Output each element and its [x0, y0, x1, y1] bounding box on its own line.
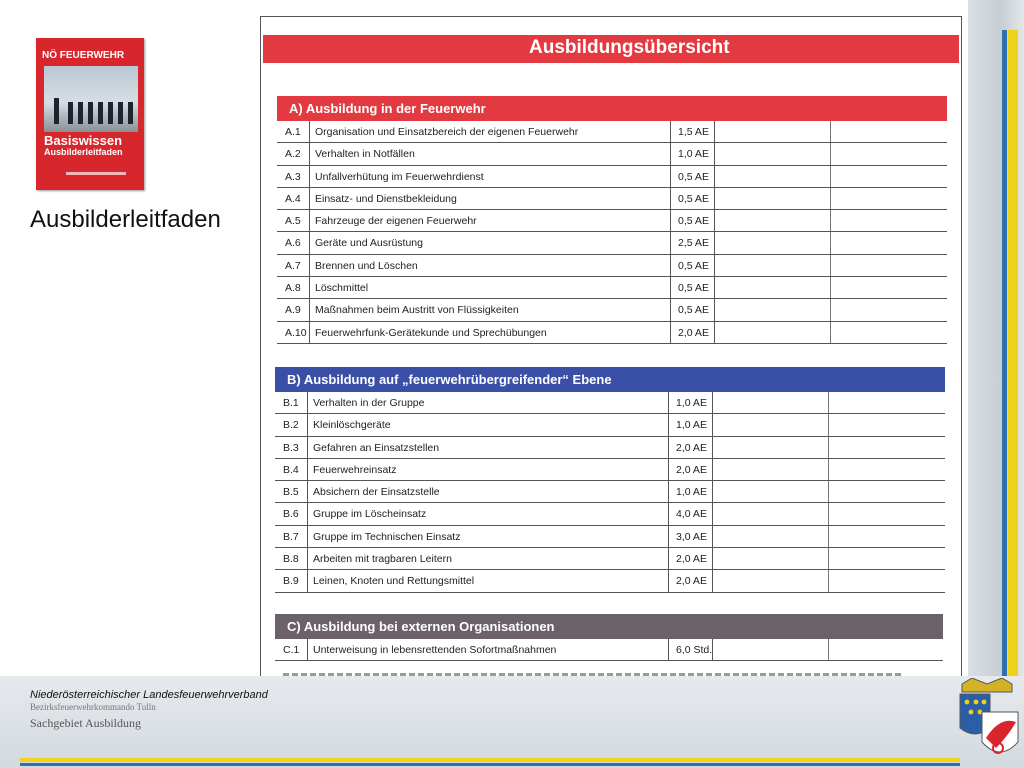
- document-title: Ausbildungsübersicht: [529, 37, 730, 58]
- row-units: 0,5 AE: [678, 192, 709, 205]
- row-units: 3,0 AE: [676, 530, 707, 543]
- table-row: [275, 570, 945, 592]
- row-units: 2,5 AE: [678, 237, 709, 250]
- row-id: A.5: [285, 215, 301, 228]
- column-divider: [670, 255, 671, 276]
- table-row: [275, 437, 945, 459]
- section-a-heading: A) Ausbildung in der Feuerwehr: [277, 96, 947, 121]
- table-row: [277, 277, 947, 299]
- row-units: 0,5 AE: [678, 215, 709, 228]
- column-divider: [668, 570, 669, 591]
- row-units: 0,5 AE: [678, 282, 709, 295]
- column-divider: [714, 143, 715, 164]
- column-divider: [712, 639, 713, 660]
- row-id: A.9: [285, 304, 301, 317]
- column-divider: [712, 570, 713, 591]
- column-divider: [712, 459, 713, 480]
- column-divider: [712, 481, 713, 502]
- column-divider: [670, 143, 671, 164]
- row-id: A.10: [285, 326, 307, 339]
- column-divider: [309, 143, 310, 164]
- column-divider: [830, 232, 831, 253]
- row-topic: Verhalten in Notfällen: [315, 148, 415, 161]
- row-topic: Gruppe im Löscheinsatz: [313, 508, 427, 521]
- table-row: [277, 232, 947, 254]
- column-divider: [712, 437, 713, 458]
- column-divider: [309, 210, 310, 231]
- row-id: A.2: [285, 148, 301, 161]
- row-topic: Brennen und Löschen: [315, 259, 418, 272]
- table-row: [277, 121, 947, 143]
- column-divider: [309, 299, 310, 320]
- footer-command: Bezirksfeuerwehrkommando Tulln: [30, 702, 156, 712]
- row-units: 6,0 Std.: [676, 644, 713, 656]
- column-divider: [830, 277, 831, 298]
- column-divider: [307, 414, 308, 435]
- row-id: A.1: [285, 126, 301, 138]
- column-divider: [714, 255, 715, 276]
- row-units: 1,0 AE: [678, 148, 709, 161]
- column-divider: [668, 526, 669, 547]
- right-stripe-blue: [1002, 30, 1007, 730]
- column-divider: [830, 299, 831, 320]
- row-units: 0,5 AE: [678, 304, 709, 317]
- column-divider: [307, 392, 308, 413]
- row-id: B.1: [283, 397, 299, 409]
- column-divider: [670, 232, 671, 253]
- column-divider: [830, 255, 831, 276]
- column-divider: [309, 121, 310, 142]
- row-topic: Fahrzeuge der eigenen Feuerwehr: [315, 215, 477, 228]
- row-topic: Maßnahmen beim Austritt von Flüssigkeiten: [315, 304, 519, 317]
- row-units: 0,5 AE: [678, 170, 709, 183]
- training-overview-document: [260, 16, 962, 678]
- column-divider: [307, 437, 308, 458]
- row-units: 2,0 AE: [676, 463, 707, 476]
- section-b-heading: B) Ausbildung auf „feuerwehrübergreifender“ Ebene: [275, 367, 945, 392]
- table-row: [275, 392, 945, 414]
- row-units: 1,5 AE: [678, 126, 709, 138]
- footer-area: Sachgebiet Ausbildung: [30, 716, 141, 730]
- row-id: A.8: [285, 282, 301, 295]
- column-divider: [309, 232, 310, 253]
- column-divider: [668, 481, 669, 502]
- table-row: [277, 166, 947, 188]
- column-divider: [668, 503, 669, 524]
- section-c-heading: C) Ausbildung bei externen Organisationen: [275, 614, 943, 639]
- row-id: B.8: [283, 553, 299, 566]
- column-divider: [714, 121, 715, 142]
- row-id: B.2: [283, 419, 299, 432]
- slide-caption: Ausbilderleitfaden: [30, 206, 221, 233]
- section-a-table: [277, 121, 947, 344]
- column-divider: [828, 639, 829, 660]
- column-divider: [830, 121, 831, 142]
- column-divider: [307, 481, 308, 502]
- column-divider: [712, 548, 713, 569]
- column-divider: [670, 166, 671, 187]
- cover-subtitle: Ausbilderleitfaden: [44, 147, 123, 157]
- column-divider: [828, 526, 829, 547]
- column-divider: [714, 277, 715, 298]
- column-divider: [828, 481, 829, 502]
- column-divider: [668, 437, 669, 458]
- row-topic: Kleinlöschgeräte: [313, 419, 391, 432]
- row-id: A.7: [285, 259, 301, 272]
- table-row: [277, 188, 947, 210]
- column-divider: [828, 437, 829, 458]
- table-row: [275, 481, 945, 503]
- row-topic: Feuerwehrfunk-Gerätekunde und Sprechübungen: [315, 326, 547, 339]
- cover-headline: Basiswissen: [44, 133, 123, 148]
- section-b-table: [275, 392, 945, 593]
- row-id: C.1: [283, 644, 300, 656]
- row-topic: Gefahren an Einsatzstellen: [313, 441, 440, 454]
- column-divider: [830, 322, 831, 343]
- footer-organization: Niederösterreichischer Landesfeuerwehrverband: [30, 689, 268, 701]
- column-divider: [307, 548, 308, 569]
- row-id: A.4: [285, 192, 301, 205]
- row-topic: Löschmittel: [315, 282, 369, 295]
- table-row: [277, 210, 947, 232]
- column-divider: [714, 166, 715, 187]
- column-divider: [670, 322, 671, 343]
- column-divider: [714, 232, 715, 253]
- row-topic: Gruppe im Technischen Einsatz: [313, 530, 461, 543]
- row-topic: Absichern der Einsatzstelle: [313, 486, 440, 499]
- column-divider: [307, 570, 308, 591]
- column-divider: [828, 548, 829, 569]
- row-topic: Organisation und Einsatzbereich der eigenen Feuerwehr: [315, 126, 579, 138]
- column-divider: [307, 526, 308, 547]
- column-divider: [712, 503, 713, 524]
- cover-decoration: [66, 172, 126, 175]
- table-row: [277, 299, 947, 321]
- column-divider: [309, 255, 310, 276]
- row-id: B.4: [283, 463, 299, 476]
- column-divider: [668, 548, 669, 569]
- column-divider: [714, 210, 715, 231]
- column-divider: [830, 188, 831, 209]
- row-topic: Unterweisung in lebensrettenden Sofortmaßnahmen: [313, 644, 557, 656]
- section-c-table: [275, 639, 943, 661]
- row-units: 1,0 AE: [676, 397, 707, 409]
- table-row: [277, 322, 947, 344]
- column-divider: [712, 526, 713, 547]
- column-divider: [670, 210, 671, 231]
- row-id: B.9: [283, 575, 299, 588]
- row-units: 2,0 AE: [676, 441, 707, 454]
- column-divider: [668, 392, 669, 413]
- column-divider: [714, 299, 715, 320]
- row-topic: Unfallverhütung im Feuerwehrdienst: [315, 170, 484, 183]
- row-id: B.5: [283, 486, 299, 499]
- table-row: [277, 143, 947, 165]
- row-units: 2,0 AE: [676, 553, 707, 566]
- row-units: 2,0 AE: [678, 326, 709, 339]
- column-divider: [307, 459, 308, 480]
- row-topic: Arbeiten mit tragbaren Leitern: [313, 553, 452, 566]
- table-row: [275, 526, 945, 548]
- row-units: 2,0 AE: [676, 575, 707, 588]
- column-divider: [828, 392, 829, 413]
- row-topic: Leinen, Knoten und Rettungsmittel: [313, 575, 475, 588]
- column-divider: [668, 639, 669, 660]
- column-divider: [668, 414, 669, 435]
- row-units: 4,0 AE: [676, 508, 707, 521]
- column-divider: [714, 322, 715, 343]
- book-cover-image: [36, 38, 144, 190]
- row-units: 1,0 AE: [676, 419, 707, 432]
- row-id: B.3: [283, 441, 299, 454]
- row-topic: Verhalten in der Gruppe: [313, 397, 425, 409]
- table-row: [275, 414, 945, 436]
- footer-stripe-yellow: [20, 758, 960, 762]
- row-id: B.7: [283, 530, 299, 543]
- column-divider: [830, 166, 831, 187]
- column-divider: [712, 414, 713, 435]
- column-divider: [830, 143, 831, 164]
- column-divider: [670, 277, 671, 298]
- column-divider: [828, 414, 829, 435]
- row-units: 0,5 AE: [678, 259, 709, 272]
- right-stripe-yellow: [1008, 30, 1018, 730]
- row-id: A.6: [285, 237, 301, 250]
- column-divider: [309, 277, 310, 298]
- table-row: [275, 639, 943, 661]
- column-divider: [714, 188, 715, 209]
- column-divider: [712, 392, 713, 413]
- cover-photo: [44, 66, 138, 132]
- column-divider: [670, 299, 671, 320]
- row-id: A.3: [285, 170, 301, 183]
- column-divider: [670, 188, 671, 209]
- cover-title: NÖ FEUERWEHR: [42, 50, 125, 61]
- column-divider: [828, 503, 829, 524]
- table-row: [277, 255, 947, 277]
- column-divider: [309, 166, 310, 187]
- table-row: [275, 548, 945, 570]
- column-divider: [828, 570, 829, 591]
- column-divider: [309, 188, 310, 209]
- column-divider: [668, 459, 669, 480]
- row-units: 1,0 AE: [676, 486, 707, 499]
- row-topic: Feuerwehreinsatz: [313, 463, 397, 476]
- coat-of-arms-icon: [952, 678, 1022, 764]
- row-topic: Einsatz- und Dienstbekleidung: [315, 192, 457, 205]
- column-divider: [307, 503, 308, 524]
- row-id: B.6: [283, 508, 299, 521]
- row-topic: Geräte und Ausrüstung: [315, 237, 423, 250]
- footer-stripe-blue: [20, 763, 960, 766]
- column-divider: [828, 459, 829, 480]
- column-divider: [309, 322, 310, 343]
- column-divider: [830, 210, 831, 231]
- table-row: [275, 503, 945, 525]
- column-divider: [670, 121, 671, 142]
- column-divider: [307, 639, 308, 660]
- table-row: [275, 459, 945, 481]
